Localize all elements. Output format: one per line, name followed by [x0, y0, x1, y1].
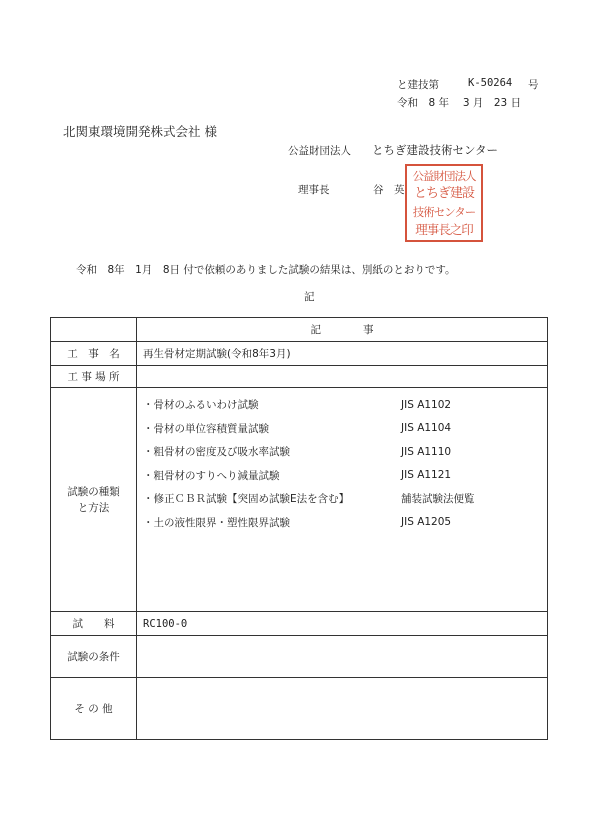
table-row — [51, 612, 548, 636]
list-item — [143, 440, 541, 464]
test-item-name: ・粗骨材のすりへり減量試験 — [143, 469, 280, 482]
header-blank-cell — [51, 318, 137, 342]
table-row — [51, 388, 548, 612]
list-item — [143, 487, 541, 511]
doc-number-suffix: 号 — [528, 79, 539, 91]
test-item-standard: 舗装試験法便覧 — [401, 493, 475, 506]
table-row — [51, 678, 548, 740]
seal-line: 理事長之印 — [415, 222, 473, 237]
table-row — [51, 636, 548, 678]
sample-value: RC100-0 — [137, 612, 548, 636]
conditions-value — [137, 636, 548, 678]
table-row — [51, 342, 548, 366]
conditions-label: 試験の条件 — [51, 636, 137, 678]
list-item — [143, 393, 541, 417]
ki-heading: 記 — [304, 291, 315, 303]
test-type-label-line2: と方法 — [77, 501, 110, 514]
work-place-value — [137, 366, 548, 388]
seal-line: 技術センター — [412, 205, 476, 219]
doc-number-prefix: と建技第 — [397, 79, 439, 91]
test-item-name: ・骨材の単位容積質量試験 — [143, 422, 269, 435]
test-item-standard: JIS A1121 — [401, 469, 452, 482]
test-item-name: ・粗骨材の密度及び吸水率試験 — [143, 446, 290, 459]
other-label: そ の 他 — [51, 678, 137, 740]
work-name-label: 工 事 名 — [51, 342, 137, 366]
issuer-title: 理事長 — [298, 184, 330, 196]
list-item — [143, 464, 541, 488]
other-value — [137, 678, 548, 740]
test-type-list — [137, 388, 548, 612]
work-name-value: 再生骨材定期試験(令和8年3月) — [137, 342, 548, 366]
test-item-name: ・修正ＣＢＲ試験【突固め試験E法を含む】 — [143, 493, 350, 506]
test-type-label — [51, 388, 137, 612]
official-seal — [405, 164, 483, 242]
test-item-standard: JIS A1102 — [401, 398, 452, 411]
work-place-label: 工 事 場 所 — [51, 366, 137, 388]
test-item-standard: JIS A1205 — [401, 516, 452, 529]
issuer-name: 谷 英 — [373, 184, 405, 196]
test-item-name: ・骨材のふるいわけ試験 — [143, 399, 259, 412]
test-item-standard: JIS A1110 — [401, 445, 452, 458]
doc-number: K-50264 — [468, 77, 513, 89]
recipient: 北関東環境開発株式会社 様 — [63, 124, 217, 139]
list-item — [143, 417, 541, 441]
table-row — [51, 366, 548, 388]
issuer-org-type: 公益財団法人 — [288, 145, 351, 157]
seal-line: とちぎ建設 — [413, 186, 474, 201]
table-header: 記 事 — [137, 318, 548, 342]
test-type-label-line1: 試験の種類 — [67, 485, 120, 498]
sample-label: 試 料 — [51, 612, 137, 636]
issue-date: 令和 8 年 3 月 23 日 — [397, 97, 522, 109]
table-header-row — [51, 318, 548, 342]
issuer-org-name: とちぎ建設技術センター — [372, 143, 499, 157]
test-item-name: ・土の液性限界・塑性限界試験 — [143, 516, 290, 529]
test-item-standard: JIS A1104 — [401, 422, 452, 435]
results-table — [50, 317, 548, 740]
seal-line: 公益財団法人 — [412, 169, 476, 183]
intro-text: 令和 8年 1月 8日 付で依頼のありました試験の結果は、別紙のとおりです。 — [76, 264, 456, 276]
list-item — [143, 511, 541, 535]
